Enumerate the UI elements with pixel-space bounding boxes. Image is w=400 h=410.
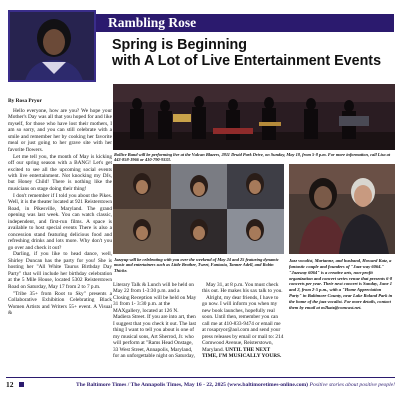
paragraph: Literary Talk & Lunch will be held on May 22 from 1-3:30 p.m. and a Closing Reception will be held on May 31 from 1- 3:30 p.m. at the MAXgallery, located at 126 N. Madiera Street. If you are into art, then I suggest that you check it out. The last thing I want to tell you about is one of my musical sons, Art Sherrod, Jr. who will perform at "Rams Head Onstage, 33 West Street, Annapolis, Maryland, for an unforgettable night on Saturday, [113, 282, 197, 359]
footer-rule [6, 377, 395, 378]
headline [112, 37, 396, 69]
band-photo [113, 84, 395, 150]
author-photo [8, 10, 96, 82]
author-portrait [10, 12, 96, 82]
paragraph: I don't remember if I told you about the Pikes. Well, it is the theater located at 921 Reisterstown Road, in Pikesville, Maryland. The grand opening was last week. You can watch classic, independent, and first-run films. A space is available to host special events There is also a concession stand featuring delicious food and refreshing drinks and lots more. Why don't you go over and check it out? [8, 192, 112, 251]
paragraph: May 31, at 8 p.m. You must check this out. He makes his sax talk to you. [202, 282, 283, 295]
page-number-marker [19, 382, 24, 387]
photo-caption-middle: Jazzyup will be celebrating with you over the weekend of May 24 and 25 featuring dynamic music and entertainers such as Little Brother, Tweet, Fantasia, Tanner Adell, and Robin Thicke. [114, 257, 279, 273]
couple-photo [289, 164, 395, 254]
article-column-3 [202, 282, 284, 359]
paragraph: Hello everyone, how are you? We hope your Mother's Day was all that you hoped for and like myself, for those who have lost their mothers, I am so sorry, and you can still celebrate with a smile and remember her by cooking her favorite meal or just going to her grave site with her favorite flowers. [8, 108, 112, 153]
artists-collage-photo [113, 164, 284, 254]
paragraph: Darling, if you like to head dance, well, Shirley Duncan has the party for you! She is hosting her "All White Taurus Birthday Day Party" that will include her birthday celebration at the 5 Mile House, located 5302 Reisterstown Road on Saturday, May 17 from 2 to 7 p.m. [8, 251, 112, 290]
paragraph: Let me tell you, the month of May is kicking off our spring season with a BANG! Let's get excited to see all the upcoming social events with live entertainment. Not knocking my DJs, but Honey Child! There is nothing like the musicians on stage doing their thing! [8, 153, 112, 192]
couple-image [289, 164, 395, 254]
slogan: Positive stories about positive people! [309, 382, 395, 388]
closing-text: Alright, my dear friends, I have to go now. I will inform you when my new book launches, hopefully real soon. Until then, remember you can call me at 410-833-9474 or email me at rosapryor@aol.com and send your press releases by email or mail to: 214 Comwood Avenue, Reisterstown, Maryland. [202, 294, 284, 353]
signoff-text: UNTIL THE NEXT TIME, I'M MUSICALLY YOURS. [202, 346, 282, 359]
paragraph [202, 295, 284, 360]
page-number: 12 [6, 380, 14, 389]
column-title: Rambling Rose [108, 15, 197, 30]
paragraph: "Tribe 35+ from Root to Sky" presents a Collaborative Exhibition Celebrating Black Women Artists and Writers 55+ event. A Visual & [8, 290, 112, 317]
headline-line-2: with A Lot of Live Entertainment Events [112, 53, 382, 69]
artists-collage-image [113, 164, 284, 254]
publication-line: The Baltimore Times / The Annapolis Times, May 16 - 22, 2025 (www.baltimoretimes-online.com) [76, 382, 309, 388]
headline-line-1: Spring is Beginning [112, 37, 248, 53]
photo-caption-top: Rollice Band will be performing live at the Vulcan Blazers, 2811 Druid Park Drive, on Sunday, May 18, from 5-8 p.m. For more information, call Lisa at 443-858-1966 or 410-790-9333. [114, 152, 391, 163]
article-column-2 [113, 282, 197, 359]
band-stage-image [113, 84, 395, 150]
page-footer [6, 380, 395, 394]
photo-caption-right: Jazz vocalist, Marianne, and husband, Howard Katz, a fantastic couple and founders of "Jazz-way 6064." "Jazzway 6064" is a creative arts, non-profit organization and concert series venue that presents 6-8 concerts per year. Their next concert is Sunday, June 1 and 2, from 2-5 p.m., with a "Home Appreciation Party" in Baltimore County, near Lake Roland Park in the home of the jazz vocalist. For more details, contact them by email at m2katz@comcast.net. [289, 258, 393, 310]
article-column-1 [8, 108, 112, 317]
byline: By Rosa Pryor [8, 98, 42, 104]
